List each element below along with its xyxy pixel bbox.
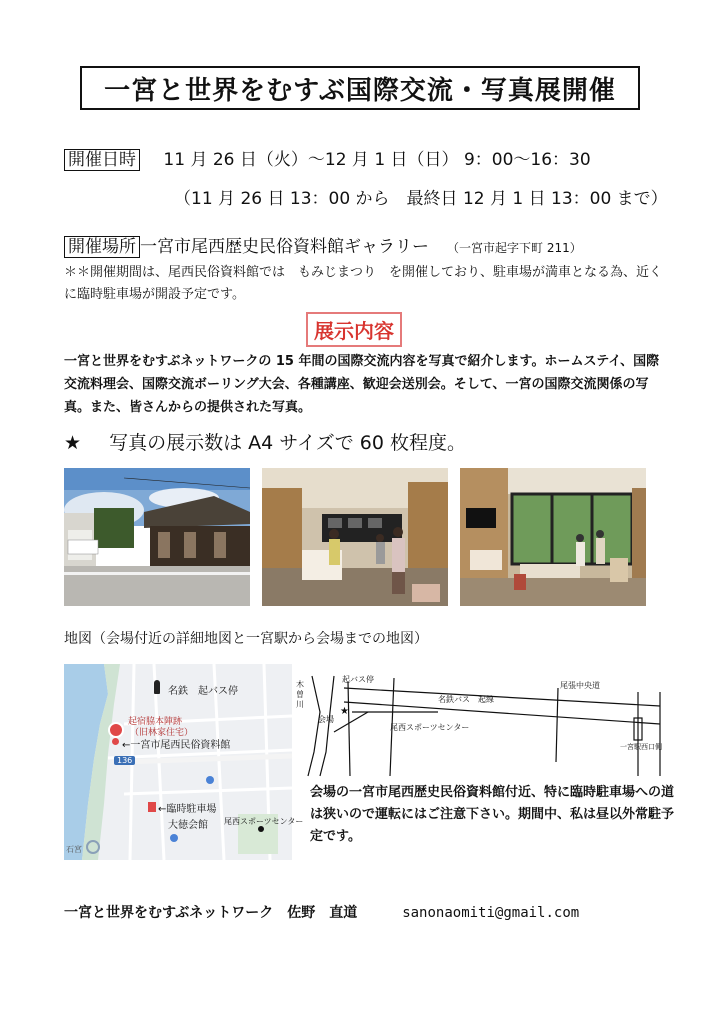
- route-station-label: 一宮駅西口側: [620, 743, 662, 751]
- route-badge: 136: [114, 756, 135, 765]
- schedule-detail: （11 月 26 日 13：00 から 最終日 12 月 1 日 13：00 まで）: [174, 189, 668, 209]
- route-venue-star-icon: ★: [340, 706, 349, 717]
- footer-org: 一宮と世界をむすぶネットワーク 佐野 直道: [64, 905, 358, 921]
- sports-dot-icon: [258, 826, 264, 832]
- photo-count-text: 写真の展示数は A4 サイズで 60 枚程度。: [109, 432, 466, 454]
- museum-marker-small-icon: [112, 738, 119, 745]
- venue-line: [64, 232, 582, 257]
- photo-lobby: [460, 468, 646, 606]
- schedule-line: [64, 145, 591, 170]
- exhibit-description: 一宮と世界をむすぶネットワークの 15 年間の国際交流内容を写真で紹介します。ホームステイ、国際交流料理会、国際交流ボーリング大会、各種講座、歓迎会送別会。そして、一宮の国際交流関係の写真。また、皆さんからの提供された写真。: [64, 354, 660, 415]
- river-label: 木曽川: [296, 680, 304, 709]
- parking-label: ←臨時駐車場: [158, 804, 217, 815]
- route-line-label: 名鉄バス 起線: [438, 695, 494, 704]
- route-street-label: 尾張中央道: [560, 681, 600, 690]
- museum-label-1: 起宿脇本陣跡: [128, 717, 183, 727]
- photo-gallery-interior: [262, 468, 448, 606]
- route-venue-label: 会場: [318, 715, 334, 724]
- corner-label: 石宮: [66, 845, 82, 854]
- footer: [64, 902, 579, 922]
- schedule-label: 開催日時: [64, 149, 140, 171]
- map-caption: 地図（会場付近の詳細地図と一宮駅から会場までの地図）: [64, 631, 428, 647]
- museum-label-3: ←一宮市尾西民俗資料館: [122, 740, 231, 751]
- sports-label: 尾西スポーツセンター: [224, 817, 304, 826]
- venue-name: 一宮市尾西歴史民俗資料館ギャラリー: [140, 237, 429, 257]
- page-title: 一宮と世界をむすぶ国際交流・写真展開催: [80, 66, 640, 110]
- photo-count-line: [64, 428, 466, 455]
- schedule-dates: 11 月 26 日（火）～12 月 1 日（日） 9：00～16：30: [163, 150, 591, 170]
- bus-stop-pin-icon: [154, 680, 160, 694]
- hall-label: 大徳会館: [168, 820, 208, 831]
- star-icon: ★: [64, 432, 82, 454]
- venue-address: （一宮市起字下町 211）: [447, 241, 582, 255]
- route-bus-stop-label: 起バス停: [342, 675, 374, 684]
- driving-warning: 会場の一宮市尾西歴史民俗資料館付近、特に臨時駐車場への道は狭いので運転にはご注意下さい。期間中、私は昼以外常駐予定です。: [310, 785, 675, 844]
- route-sports-label: 尾西スポーツセンター: [390, 723, 470, 732]
- photo-building-exterior: [64, 468, 250, 606]
- museum-label-2: （旧林家住宅）: [130, 728, 194, 738]
- exhibit-heading: 展示内容: [306, 312, 402, 347]
- parking-marker-icon: [148, 802, 156, 812]
- route-map: [298, 672, 668, 778]
- footer-email[interactable]: sanonaomiti@gmail.com: [402, 905, 580, 921]
- parking-note: ＊＊開催期間は、尾西民俗資料館では もみじまつり を開催しており、駐車場が満車となる為、近くに臨時駐車場が開設予定です。: [64, 265, 663, 302]
- venue-label: 開催場所: [64, 236, 140, 258]
- bus-stop-label: 名鉄 起バス停: [168, 686, 238, 697]
- location-circle-icon: [86, 840, 100, 854]
